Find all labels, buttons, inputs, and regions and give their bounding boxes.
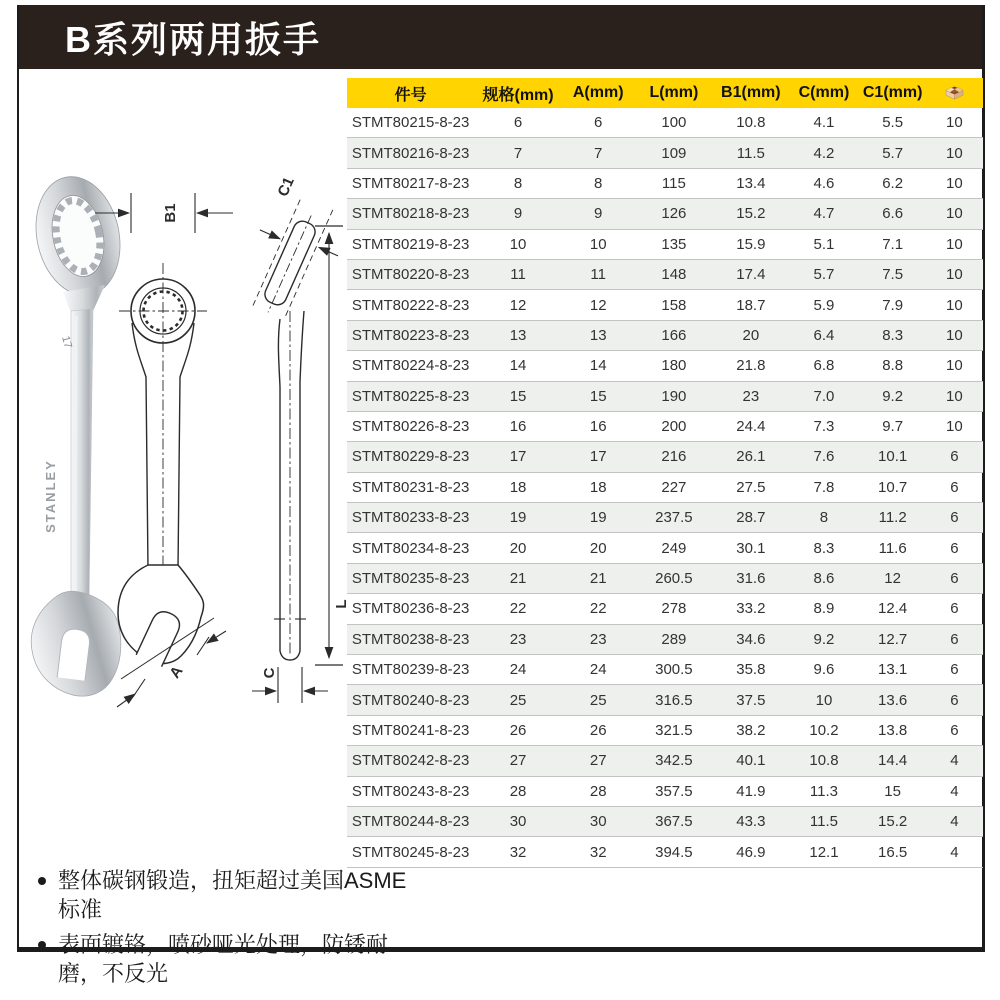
spec-value-cell: 41.9 bbox=[713, 776, 788, 806]
table-row bbox=[347, 472, 983, 502]
spec-value-cell: 237.5 bbox=[634, 503, 713, 533]
spec-value-cell: 19 bbox=[562, 503, 635, 533]
feature-list bbox=[31, 866, 415, 993]
spec-value-cell: 9 bbox=[474, 199, 562, 229]
spec-value-cell: 15.9 bbox=[713, 229, 788, 259]
spec-value-cell: 30 bbox=[474, 806, 562, 836]
page-title: B系列两用扳手 bbox=[65, 18, 321, 60]
spec-value-cell: 8.3 bbox=[860, 320, 926, 350]
spec-value-cell: 6.4 bbox=[788, 320, 859, 350]
wrench-side-view bbox=[228, 175, 353, 703]
spec-value-cell: 4.6 bbox=[788, 168, 859, 198]
spec-value-cell: 10 bbox=[926, 259, 983, 289]
col-header-size: 规格(mm) bbox=[474, 78, 562, 108]
col-header-a: A(mm) bbox=[562, 78, 635, 108]
spec-value-cell: 18.7 bbox=[713, 290, 788, 320]
spec-value-cell: 4.1 bbox=[788, 108, 859, 138]
table-row bbox=[347, 168, 983, 198]
spec-value-cell: 9.2 bbox=[788, 624, 859, 654]
part-number-cell: STMT80215-8-23 bbox=[347, 108, 474, 138]
wrench-diagram bbox=[21, 151, 353, 717]
spec-value-cell: 4.2 bbox=[788, 138, 859, 168]
spec-value-cell: 10 bbox=[788, 685, 859, 715]
spec-value-cell: 109 bbox=[634, 138, 713, 168]
spec-value-cell: 20 bbox=[713, 320, 788, 350]
table-row bbox=[347, 837, 983, 867]
spec-value-cell: 9.2 bbox=[860, 381, 926, 411]
spec-value-cell: 15.2 bbox=[860, 806, 926, 836]
spec-value-cell: 24.4 bbox=[713, 411, 788, 441]
part-number-cell: STMT80239-8-23 bbox=[347, 655, 474, 685]
spec-value-cell: 227 bbox=[634, 472, 713, 502]
spec-table-header bbox=[347, 78, 983, 108]
spec-value-cell: 37.5 bbox=[713, 685, 788, 715]
spec-value-cell: 11.6 bbox=[860, 533, 926, 563]
spec-value-cell: 7.3 bbox=[788, 411, 859, 441]
spec-value-cell: 16 bbox=[474, 411, 562, 441]
spec-value-cell: 10 bbox=[562, 229, 635, 259]
spec-value-cell: 357.5 bbox=[634, 776, 713, 806]
spec-value-cell: 23 bbox=[713, 381, 788, 411]
spec-value-cell: 43.3 bbox=[713, 806, 788, 836]
spec-value-cell: 10 bbox=[926, 381, 983, 411]
box-icon bbox=[942, 84, 967, 101]
spec-value-cell: 6 bbox=[926, 624, 983, 654]
spec-value-cell: 30.1 bbox=[713, 533, 788, 563]
spec-value-cell: 200 bbox=[634, 411, 713, 441]
spec-value-cell: 10 bbox=[926, 108, 983, 138]
spec-value-cell: 5.9 bbox=[788, 290, 859, 320]
spec-value-cell: 23 bbox=[562, 624, 635, 654]
spec-table bbox=[347, 78, 983, 868]
wrench-size-marking: 17 bbox=[59, 334, 74, 350]
spec-value-cell: 6 bbox=[926, 685, 983, 715]
spec-value-cell: 9 bbox=[562, 199, 635, 229]
spec-value-cell: 135 bbox=[634, 229, 713, 259]
spec-value-cell: 21.8 bbox=[713, 351, 788, 381]
spec-value-cell: 21 bbox=[474, 563, 562, 593]
spec-value-cell: 8.9 bbox=[788, 594, 859, 624]
spec-value-cell: 28 bbox=[474, 776, 562, 806]
spec-value-cell: 17 bbox=[562, 442, 635, 472]
spec-value-cell: 34.6 bbox=[713, 624, 788, 654]
spec-value-cell: 9.6 bbox=[788, 655, 859, 685]
spec-value-cell: 27 bbox=[562, 746, 635, 776]
table-row bbox=[347, 563, 983, 593]
spec-value-cell: 12 bbox=[860, 563, 926, 593]
table-row bbox=[347, 685, 983, 715]
spec-table-body bbox=[347, 108, 983, 867]
spec-value-cell: 26 bbox=[562, 715, 635, 745]
spec-value-cell: 321.5 bbox=[634, 715, 713, 745]
spec-value-cell: 300.5 bbox=[634, 655, 713, 685]
part-number-cell: STMT80226-8-23 bbox=[347, 411, 474, 441]
spec-value-cell: 12.7 bbox=[860, 624, 926, 654]
part-number-cell: STMT80235-8-23 bbox=[347, 563, 474, 593]
table-row bbox=[347, 411, 983, 441]
spec-value-cell: 249 bbox=[634, 533, 713, 563]
spec-value-cell: 4 bbox=[926, 776, 983, 806]
spec-value-cell: 15 bbox=[860, 776, 926, 806]
spec-value-cell: 100 bbox=[634, 108, 713, 138]
part-number-cell: STMT80242-8-23 bbox=[347, 746, 474, 776]
spec-value-cell: 13.1 bbox=[860, 655, 926, 685]
spec-value-cell: 16.5 bbox=[860, 837, 926, 867]
table-row bbox=[347, 442, 983, 472]
spec-value-cell: 12 bbox=[562, 290, 635, 320]
spec-value-cell: 13 bbox=[474, 320, 562, 350]
spec-value-cell: 18 bbox=[562, 472, 635, 502]
spec-value-cell: 18 bbox=[474, 472, 562, 502]
spec-value-cell: 6 bbox=[474, 108, 562, 138]
spec-value-cell: 40.1 bbox=[713, 746, 788, 776]
col-header-part-number: 件号 bbox=[347, 78, 474, 108]
spec-value-cell: 10 bbox=[926, 229, 983, 259]
spec-value-cell: 6 bbox=[926, 533, 983, 563]
col-header-c1: C1(mm) bbox=[860, 78, 926, 108]
spec-value-cell: 22 bbox=[474, 594, 562, 624]
table-row bbox=[347, 624, 983, 654]
col-header-c: C(mm) bbox=[788, 78, 859, 108]
spec-value-cell: 6 bbox=[926, 715, 983, 745]
spec-value-cell: 4.7 bbox=[788, 199, 859, 229]
spec-value-cell: 10 bbox=[926, 411, 983, 441]
part-number-cell: STMT80245-8-23 bbox=[347, 837, 474, 867]
spec-value-cell: 13.4 bbox=[713, 168, 788, 198]
spec-value-cell: 14 bbox=[474, 351, 562, 381]
spec-value-cell: 5.5 bbox=[860, 108, 926, 138]
table-row bbox=[347, 594, 983, 624]
part-number-cell: STMT80241-8-23 bbox=[347, 715, 474, 745]
spec-value-cell: 7.9 bbox=[860, 290, 926, 320]
spec-value-cell: 216 bbox=[634, 442, 713, 472]
part-number-cell: STMT80220-8-23 bbox=[347, 259, 474, 289]
spec-value-cell: 10.8 bbox=[713, 108, 788, 138]
spec-value-cell: 46.9 bbox=[713, 837, 788, 867]
spec-value-cell: 367.5 bbox=[634, 806, 713, 836]
spec-value-cell: 10 bbox=[474, 229, 562, 259]
table-row bbox=[347, 351, 983, 381]
part-number-cell: STMT80219-8-23 bbox=[347, 229, 474, 259]
spec-value-cell: 13 bbox=[562, 320, 635, 350]
col-header-l: L(mm) bbox=[634, 78, 713, 108]
spec-value-cell: 23 bbox=[474, 624, 562, 654]
spec-value-cell: 158 bbox=[634, 290, 713, 320]
spec-value-cell: 342.5 bbox=[634, 746, 713, 776]
spec-value-cell: 30 bbox=[562, 806, 635, 836]
spec-value-cell: 4 bbox=[926, 837, 983, 867]
spec-value-cell: 166 bbox=[634, 320, 713, 350]
table-row bbox=[347, 715, 983, 745]
spec-value-cell: 31.6 bbox=[713, 563, 788, 593]
spec-value-cell: 14.4 bbox=[860, 746, 926, 776]
spec-value-cell: 11.5 bbox=[713, 138, 788, 168]
table-row bbox=[347, 138, 983, 168]
spec-value-cell: 180 bbox=[634, 351, 713, 381]
part-number-cell: STMT80243-8-23 bbox=[347, 776, 474, 806]
part-number-cell: STMT80216-8-23 bbox=[347, 138, 474, 168]
spec-value-cell: 278 bbox=[634, 594, 713, 624]
spec-value-cell: 5.7 bbox=[788, 259, 859, 289]
spec-value-cell: 190 bbox=[634, 381, 713, 411]
spec-value-cell: 11.2 bbox=[860, 503, 926, 533]
spec-value-cell: 394.5 bbox=[634, 837, 713, 867]
part-number-cell: STMT80217-8-23 bbox=[347, 168, 474, 198]
part-number-cell: STMT80223-8-23 bbox=[347, 320, 474, 350]
spec-value-cell: 9.7 bbox=[860, 411, 926, 441]
table-row bbox=[347, 776, 983, 806]
spec-value-cell: 12.4 bbox=[860, 594, 926, 624]
spec-value-cell: 24 bbox=[562, 655, 635, 685]
table-row bbox=[347, 806, 983, 836]
spec-value-cell: 7.0 bbox=[788, 381, 859, 411]
feature-item: 表面镀铬，喷砂哑光处理，防锈耐磨，不反光 bbox=[31, 930, 415, 989]
table-row bbox=[347, 746, 983, 776]
spec-value-cell: 10 bbox=[926, 351, 983, 381]
wrench-photo bbox=[21, 169, 135, 708]
spec-value-cell: 8 bbox=[474, 168, 562, 198]
table-row bbox=[347, 259, 983, 289]
page-header bbox=[19, 5, 982, 69]
spec-value-cell: 126 bbox=[634, 199, 713, 229]
spec-value-cell: 10 bbox=[926, 168, 983, 198]
spec-value-cell: 316.5 bbox=[634, 685, 713, 715]
spec-value-cell: 11.5 bbox=[788, 806, 859, 836]
dim-label-l: L bbox=[333, 599, 350, 609]
spec-value-cell: 4 bbox=[926, 746, 983, 776]
spec-value-cell: 14 bbox=[562, 351, 635, 381]
dim-label-c1: C1 bbox=[274, 174, 298, 200]
part-number-cell: STMT80244-8-23 bbox=[347, 806, 474, 836]
spec-value-cell: 15.2 bbox=[713, 199, 788, 229]
page-frame bbox=[17, 5, 985, 986]
part-number-cell: STMT80236-8-23 bbox=[347, 594, 474, 624]
spec-value-cell: 38.2 bbox=[713, 715, 788, 745]
spec-value-cell: 4 bbox=[926, 806, 983, 836]
spec-value-cell: 6 bbox=[926, 655, 983, 685]
table-row bbox=[347, 320, 983, 350]
spec-value-cell: 19 bbox=[474, 503, 562, 533]
spec-value-cell: 25 bbox=[562, 685, 635, 715]
table-row bbox=[347, 381, 983, 411]
table-row bbox=[347, 199, 983, 229]
part-number-cell: STMT80224-8-23 bbox=[347, 351, 474, 381]
spec-value-cell: 115 bbox=[634, 168, 713, 198]
spec-value-cell: 10.7 bbox=[860, 472, 926, 502]
table-row bbox=[347, 533, 983, 563]
part-number-cell: STMT80231-8-23 bbox=[347, 472, 474, 502]
spec-value-cell: 7.6 bbox=[788, 442, 859, 472]
table-row bbox=[347, 503, 983, 533]
spec-value-cell: 7 bbox=[474, 138, 562, 168]
table-row bbox=[347, 290, 983, 320]
part-number-cell: STMT80218-8-23 bbox=[347, 199, 474, 229]
spec-value-cell: 11.3 bbox=[788, 776, 859, 806]
spec-value-cell: 5.1 bbox=[788, 229, 859, 259]
part-number-cell: STMT80238-8-23 bbox=[347, 624, 474, 654]
spec-value-cell: 13.8 bbox=[860, 715, 926, 745]
dim-label-b1: B1 bbox=[162, 203, 179, 223]
spec-value-cell: 7.8 bbox=[788, 472, 859, 502]
spec-value-cell: 6 bbox=[926, 472, 983, 502]
spec-value-cell: 7.1 bbox=[860, 229, 926, 259]
spec-value-cell: 11 bbox=[474, 259, 562, 289]
part-number-cell: STMT80222-8-23 bbox=[347, 290, 474, 320]
spec-value-cell: 15 bbox=[562, 381, 635, 411]
spec-value-cell: 10 bbox=[926, 138, 983, 168]
spec-value-cell: 28.7 bbox=[713, 503, 788, 533]
spec-value-cell: 17 bbox=[474, 442, 562, 472]
spec-value-cell: 7.5 bbox=[860, 259, 926, 289]
spec-value-cell: 7 bbox=[562, 138, 635, 168]
spec-value-cell: 5.7 bbox=[860, 138, 926, 168]
spec-value-cell: 6 bbox=[926, 442, 983, 472]
spec-value-cell: 10.2 bbox=[788, 715, 859, 745]
spec-value-cell: 10 bbox=[926, 320, 983, 350]
part-number-cell: STMT80233-8-23 bbox=[347, 503, 474, 533]
spec-value-cell: 260.5 bbox=[634, 563, 713, 593]
spec-value-cell: 6.2 bbox=[860, 168, 926, 198]
spec-value-cell: 8 bbox=[562, 168, 635, 198]
table-row bbox=[347, 229, 983, 259]
part-number-cell: STMT80234-8-23 bbox=[347, 533, 474, 563]
table-row bbox=[347, 655, 983, 685]
spec-value-cell: 21 bbox=[562, 563, 635, 593]
spec-value-cell: 27.5 bbox=[713, 472, 788, 502]
part-number-cell: STMT80229-8-23 bbox=[347, 442, 474, 472]
spec-value-cell: 26 bbox=[474, 715, 562, 745]
spec-value-cell: 35.8 bbox=[713, 655, 788, 685]
spec-value-cell: 16 bbox=[562, 411, 635, 441]
spec-value-cell: 28 bbox=[562, 776, 635, 806]
spec-value-cell: 20 bbox=[562, 533, 635, 563]
spec-value-cell: 6.8 bbox=[788, 351, 859, 381]
spec-value-cell: 6 bbox=[926, 594, 983, 624]
spec-value-cell: 6.6 bbox=[860, 199, 926, 229]
spec-value-cell: 6 bbox=[562, 108, 635, 138]
spec-value-cell: 20 bbox=[474, 533, 562, 563]
spec-value-cell: 27 bbox=[474, 746, 562, 776]
spec-value-cell: 12.1 bbox=[788, 837, 859, 867]
spec-value-cell: 26.1 bbox=[713, 442, 788, 472]
spec-value-cell: 10 bbox=[926, 199, 983, 229]
spec-value-cell: 22 bbox=[562, 594, 635, 624]
part-number-cell: STMT80225-8-23 bbox=[347, 381, 474, 411]
spec-value-cell: 12 bbox=[474, 290, 562, 320]
spec-value-cell: 33.2 bbox=[713, 594, 788, 624]
spec-value-cell: 24 bbox=[474, 655, 562, 685]
spec-value-cell: 8.3 bbox=[788, 533, 859, 563]
spec-value-cell: 17.4 bbox=[713, 259, 788, 289]
spec-value-cell: 289 bbox=[634, 624, 713, 654]
spec-value-cell: 13.6 bbox=[860, 685, 926, 715]
spec-value-cell: 10.8 bbox=[788, 746, 859, 776]
dim-label-a: A bbox=[166, 662, 187, 682]
spec-value-cell: 6 bbox=[926, 563, 983, 593]
col-header-pack-qty bbox=[926, 78, 983, 108]
spec-value-cell: 11 bbox=[562, 259, 635, 289]
col-header-b1: B1(mm) bbox=[713, 78, 788, 108]
wrench-brand-marking: STANLEY bbox=[43, 459, 58, 533]
feature-item: 整体碳钢锻造，扭矩超过美国ASME标准 bbox=[31, 866, 415, 925]
spec-value-cell: 8.6 bbox=[788, 563, 859, 593]
spec-value-cell: 15 bbox=[474, 381, 562, 411]
spec-value-cell: 8 bbox=[788, 503, 859, 533]
spec-value-cell: 8.8 bbox=[860, 351, 926, 381]
table-row bbox=[347, 108, 983, 138]
spec-value-cell: 10 bbox=[926, 290, 983, 320]
spec-value-cell: 32 bbox=[474, 837, 562, 867]
spec-value-cell: 10.1 bbox=[860, 442, 926, 472]
spec-value-cell: 6 bbox=[926, 503, 983, 533]
dim-label-c: C bbox=[261, 667, 278, 679]
spec-value-cell: 148 bbox=[634, 259, 713, 289]
spec-value-cell: 25 bbox=[474, 685, 562, 715]
part-number-cell: STMT80240-8-23 bbox=[347, 685, 474, 715]
spec-value-cell: 32 bbox=[562, 837, 635, 867]
